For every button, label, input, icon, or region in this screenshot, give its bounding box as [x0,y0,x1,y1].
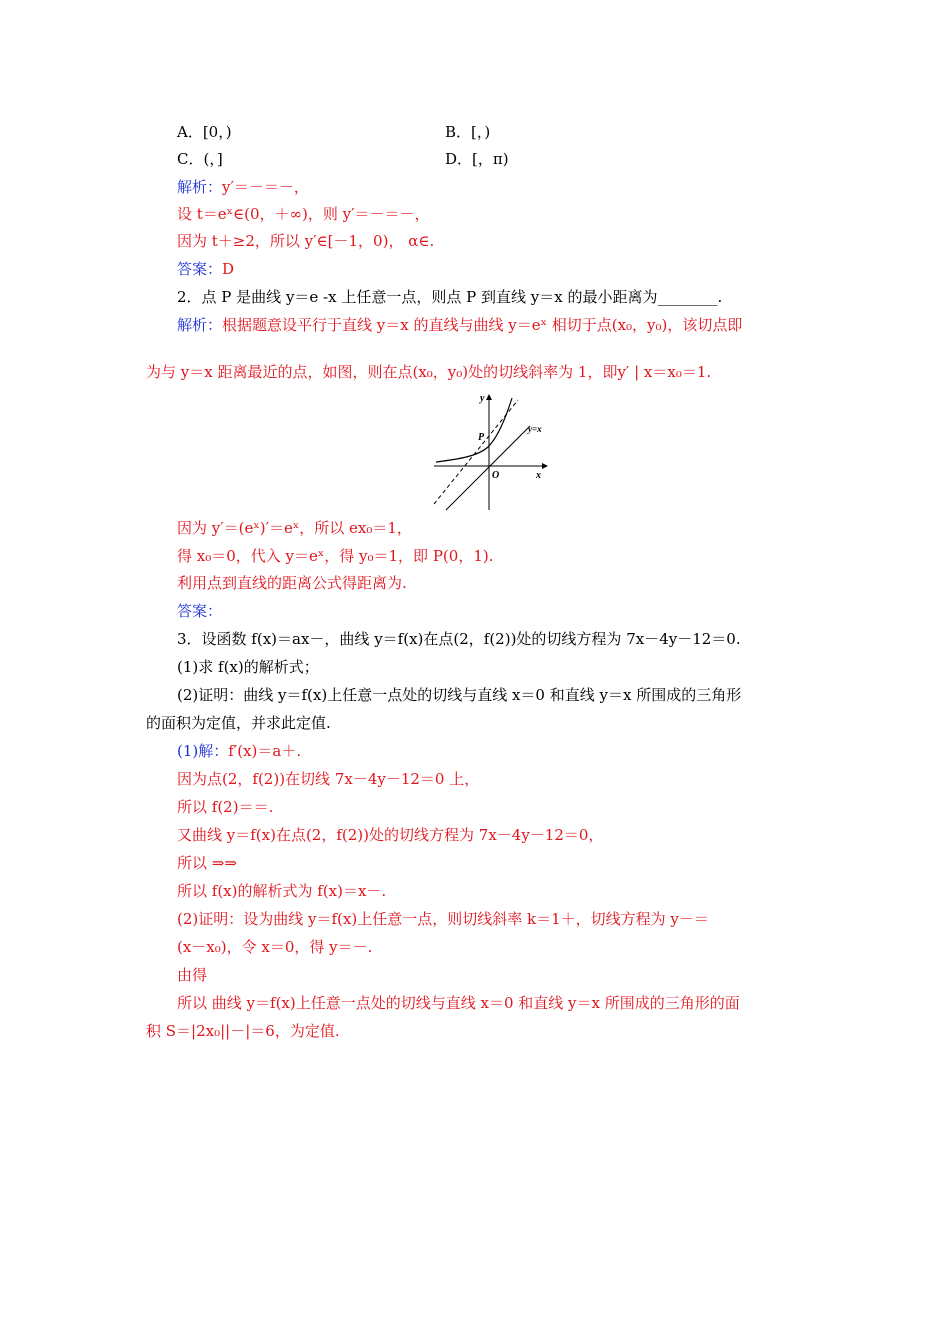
q1-analysis-line-2: 设 t＝eˣ∈(0，＋∞)，则 y′＝－＝－， [177,205,430,223]
q3-part-1: (1)求 f(x)的解析式； [177,658,319,676]
q2-analysis-line-5: 利用点到直线的距离公式得距离为. [177,574,407,592]
q3-solution-line-11: 积 S＝|2x₀||－|＝6，为定值. [146,1022,340,1040]
q1-analysis-line-3: 因为 t＋≥2，所以 y′∈[－1，0)， α∈. [177,232,435,250]
x-axis-label: x [536,470,541,481]
x-axis-arrow [542,463,548,469]
q3-solution-line-9: 由得 [177,966,208,984]
q2-analysis-line-2: 为与 y＝x 距离最近的点，如图，则在点(x₀，y₀)处的切线斜率为 1，即y′ | x＝x₀＝1. [146,363,712,381]
option-d: D．[，π) [445,150,509,168]
y-axis-label: y [480,393,485,404]
analysis-label: 解析： [177,316,223,334]
q1-analysis-line-1: 解析：y′＝－＝－， [177,178,309,196]
q3-solution-line-3: 所以 f(2)＝＝. [177,798,274,816]
line-label: y=x [528,424,542,434]
q3-solution-line-2: 因为点(2，f(2))在切线 7x－4y－12＝0 上， [177,770,480,788]
q3-part-2b: 的面积为定值，并求此定值. [146,714,331,732]
q2-analysis-line-4: 得 x₀＝0，代入 y＝eˣ，得 y₀＝1，即 P(0，1). [177,547,494,565]
q3-solution-line-5: 所以 ⇒⇒ [177,854,237,872]
q3-solution-line-8: (x－x₀)，令 x＝0，得 y＝－. [177,938,373,956]
y-axis-arrow [486,394,492,400]
tangent-figure [430,392,550,512]
option-c: C．(，] [177,150,223,168]
q3-stem: 3．设函数 f(x)＝ax－，曲线 y＝f(x)在点(2，f(2))处的切线方程为 7x－4y－12＝0. [177,630,741,648]
option-b: B．[，) [445,123,491,141]
answer-label: 答案： [177,260,223,278]
q2-answer-label: 答案： [177,602,223,620]
q2-stem: 2．点 P 是曲线 y＝e -x 上任意一点，则点 P 到直线 y＝x 的最小距离为________. [177,288,723,306]
q2-analysis-line-3: 因为 y′＝(eˣ)′＝eˣ，所以 ex₀＝1， [177,519,412,537]
q3-solution-line-10: 所以 曲线 y＝f(x)上任意一点处的切线与直线 x＝0 和直线 y＝x 所围成的三角形的面 [177,994,740,1012]
q2-analysis-line-1: 解析：根据题意设平行于直线 y＝x 的直线与曲线 y＝eˣ 相切于点(x₀，y₀)，该切点即 [177,316,743,334]
derivative-at-x0: y′ | x＝x₀＝1. [617,363,712,381]
solution-label: (1)解： [177,742,229,760]
q3-part-2a: (2)证明：曲线 y＝f(x)上任意一点处的切线与直线 x＝0 和直线 y＝x 所围成的三角形 [177,686,742,704]
q3-solution-line-1: (1)解：f′(x)＝a＋. [177,742,302,760]
option-a: A．[0，) [177,123,232,141]
line-y-eq-x [446,426,530,510]
q1-answer: 答案：D [177,260,235,278]
exp-curve [436,398,512,462]
q3-solution-line-6: 所以 f(x)的解析式为 f(x)＝x－. [177,882,387,900]
q3-solution-line-4: 又曲线 y＝f(x)在点(2，f(2))处的切线方程为 7x－4y－12＝0， [177,826,604,844]
analysis-label: 解析： [177,178,223,196]
point-p-label: P [478,432,485,443]
q3-solution-line-7: (2)证明：设为曲线 y＝f(x)上任意一点，则切线斜率 k＝1＋，切线方程为 y－＝ [177,910,709,928]
origin-label: O [492,470,500,481]
